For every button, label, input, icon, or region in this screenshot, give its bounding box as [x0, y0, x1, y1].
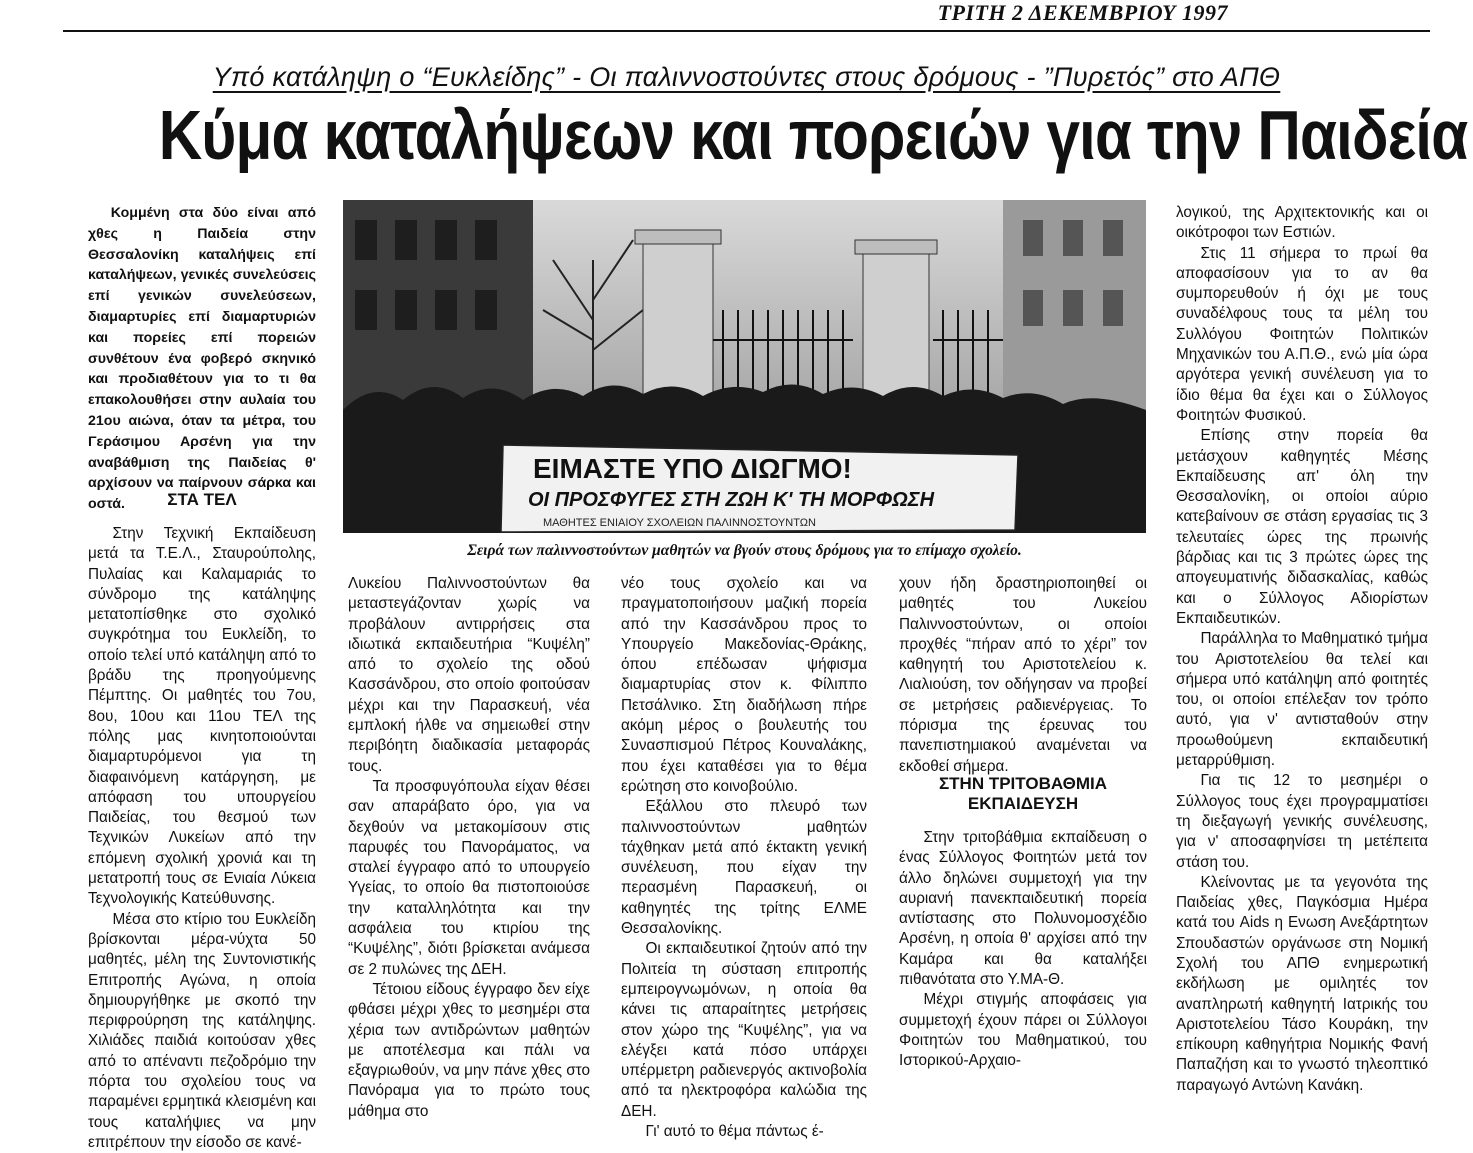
protest-photo	[343, 200, 1146, 533]
lead-paragraph	[88, 203, 316, 515]
column-5	[1176, 203, 1428, 1096]
subhead-tertiary: ΣΤΗΝ ΤΡΙΤΟΒΑΘΜΙΑ ΕΚΠΑΙΔΕΥΣΗ	[938, 774, 1108, 813]
column-2	[348, 574, 590, 1122]
lead-text: Κομμένη στα δύο είναι από χθες η Παιδεία στην Θεσσαλονίκη καταλήψεις επί καταλήψεων, γενικές συνελεύσεις επί γενικών συνελεύσεων, διαμαρτυρίες επί διαμαρτυριών και πορείες επί πορειών συνθέτουν ένα φοβερό σκηνικό και προδιαθέτουν για το τι θα επακολουθήσει στην αυλαία του 21ου αιώνα, όταν τα μέτρα, του Γεράσιμου Αρσένη για την αναβάθμιση της Παιδείας θ' αρχίσουν να παίρνουν σάρκα και οστά.	[88, 205, 316, 513]
kicker-subtitle: Υπό κατάληψη ο “Ευκλείδης” - Οι παλιννοστούντες στους δρόμους - ”Πυρετός” στο ΑΠΘ	[212, 62, 1281, 92]
headline: Κύμα καταλήψεων και πορειών για την Παιδεία	[158, 96, 1468, 174]
issue-date: ΤΡΙΤΗ 2 ΔΕΚΕΜΒΡΙΟΥ 1997	[937, 0, 1228, 25]
photo-caption: Σειρά των παλιννοστούντων μαθητών να βγούν στους δρόμους για το επίμαχο σχολείο.	[467, 542, 1022, 559]
column-4-continued	[899, 828, 1147, 1072]
column-1	[88, 524, 316, 1153]
banner-text-1: ΕΙΜΑΣΤΕ ΥΠΟ ΔΙΩΓΜΟ!	[533, 453, 852, 484]
column-3	[621, 574, 867, 1142]
col5-paragraph: Κλείνοντας με τα γεγονότα της Παιδείας χθες, Παγκόσμια Ημέρα κατά του Aids η Ενωση Ανεξάρτητων Σπουδαστών οργάνωσε στη Νομική Σχολή του ΑΠΘ ενημερωτική εκδήλωση με ομιλητές τον αναπληρωτή καθηγητή Ιατρικής του Αριστοτελείου Τάσο Κουράκη, την επίκουρη καθηγήτρια Νομικής Φανή Παπαζήση και το γνωστό τηλεοπτικό παραγωγό Αντώνη Κανάκη.	[1176, 873, 1428, 1094]
banner-text-2: ΟΙ ΠΡΟΣΦΥΓΕΣ ΣΤΗ ΖΩΗ Κ' ΤΗ ΜΟΡΦΩΣΗ	[528, 489, 935, 511]
col1-paragraph: Στην Τεχνική Εκπαίδευση μετά τα Τ.Ε.Λ., Σταυρούπολης, Πυλαίας και Καλαμαριάς το σύνδρομο της κατάληψης μετατοπίσθηκε στο σχολικό συγκρότημα του Ευκλείδη, το οποίο τελεί υπό κατάληψη από το βράδυ της προηγούμενης Πέμπτης. Οι μαθητές του 7ου, 8ου, 10ου και 11ου ΤΕΛ της πόλης μας κινητοποιούνται διαμαρτυρόμενοι για τη διαφαινόμενη κατάργηση, με απόφαση του υπουργείου Παιδείας, του θεσμού των Τεχνικών Λυκείων από την επόμενη σχολική χρονιά και τη μετατροπή τους σε Ενιαία Λύκεια Τεχνολογικής Κατεύθυνσης.	[88, 525, 316, 908]
col5-paragraph: Στις 11 σήμερα το πρωί θα αποφασίσουν για το αν θα συμπορευθούν ή όχι με τους συναδέλφους τους τα μέλη του Συλλόγου Φοιτητών Πολιτικών Μηχανικών του Α.Π.Θ., ενώ μία ώρα αργότερα γενική συνέλευση για το ίδιο θέμα θα έχει και ο Σύλλογος Φοιτητών Φυσικού.	[1176, 244, 1428, 424]
col2-paragraph: Λυκείου Παλιννοστούντων θα μεταστεγάζονταν χωρίς να προβάλουν αντιρρήσεις στα ιδιωτικά εκπαιδευτήρια “Κυψέλη” από το σχολείο της οδού Κασσάνδρου, στο οποίο φοιτούσαν μέχρι και την Παρασκευή, νέα εμπλοκή ήλθε να σημειωθεί στην περιβόητη διαδικασία μεταφοράς τους.	[348, 575, 590, 775]
header-rule	[63, 30, 1430, 32]
col5-paragraph: Παράλληλα το Μαθηματικό τμήμα του Αριστοτελείου θα τελεί και σήμερα υπό κατάληψη από φοιτητές του, οι οποίοι επέλεξαν τον τρόπο αυτό, για ν' αντισταθούν στην προωθούμενη εκπαιδευτική μεταρρύθμιση.	[1176, 630, 1428, 770]
col5-paragraph: Για τις 12 το μεσημέρι ο Σύλλογος τους έχει προγραμματίσει τη διεξαγωγή γενικής συνέλευσης, για ν' αποσαφηνίσει τη μετέπειτα στάση του.	[1176, 772, 1428, 871]
col3-paragraph: Γι' αυτό το θέμα πάντως έ-	[645, 1123, 824, 1141]
col3-paragraph: Εξάλλου στο πλευρό των παλιννοστούντων μαθητών τάχθηκαν μετά από έκτακτη γενική συνέλευση, που είχαν την περασμένη Παρασκευή, οι καθηγητές της τρίτης ΕΛΜΕ Θεσσαλονίκης.	[621, 798, 867, 938]
subhead-tel: ΣΤΑ ΤΕΛ	[167, 490, 237, 509]
col1-paragraph: Μέσα στο κτίριο του Ευκλείδη βρίσκονται μέρα-νύχτα 50 μαθητές, μέλη της Συντονιστικής Επιτροπής Αγώνα, η οποία δημιουργήθηκε με σκοπό την περιφρούρηση της κατάληψης. Χιλιάδες παιδιά κοιτούσαν χθες από το απέναντι πεζοδρόμιο την πόρτα του σχολείου τους να παραμένει ερμητικά κλεισμένη και τους καταλήψιες να μην επιτρέπουν την είσοδο σε κανέ-	[88, 910, 317, 1151]
col4-paragraph: χουν ήδη δραστηριοποιηθεί οι μαθητές του Λυκείου Παλιννοστούντων, οι οποίοι προχθές “πήραν από το χέρι” τον καθηγητή του Αριστοτελείου κ. Λιαλιούση, τον οδήγησαν να προβεί σε μετρήσεις ραδιενέργειας. Το πόρισμα της έρευνας του πανεπιστημιακού αναμένεται να εκδοθεί σήμερα.	[899, 575, 1147, 775]
column-4	[899, 574, 1147, 777]
banner-text-3: ΜΑΘΗΤΕΣ ΕΝΙΑΙΟΥ ΣΧΟΛΕΙΩΝ ΠΑΛΙΝΝΟΣΤΟΥΝΤΩΝ	[543, 517, 816, 529]
col4-paragraph: Στην τριτοβάθμια εκπαίδευση ο ένας Σύλλογος Φοιτητών μετά τον άλλο δηλώνει συμμετοχή για την αυριανή πανεκπαιδευτική πορεία αντίστασης στο Πολυνομοσχέδιο Αρσένη, η οποία θ' αρχίσει από την Καμάρα και θα καταλήξει πιθανότατα στο Υ.ΜΑ-Θ.	[899, 829, 1147, 989]
col4-paragraph: Μέχρι στιγμής αποφάσεις για συμμετοχή έχουν πάρει οι Σύλλογοι Φοιτητών του Μαθηματικού, του Ιστορικού-Αρχαιο-	[899, 991, 1147, 1070]
col2-paragraph: Τέτοιου είδους έγγραφο δεν είχε φθάσει μέχρι χθες το μεσημέρι στα χέρια των αντιδρώντων μαθητών με αποτέλεσμα και πάλι να εξαγριωθούν, να μην πάνε χθες στο Πανόραμα για το πρώτο τους μάθημα στο	[348, 980, 590, 1120]
col2-paragraph: Τα προσφυγόπουλα είχαν θέσει σαν απαράβατο όρο, για να δεχθούν να μετακομίσουν στις παρυφές του Πανοράματος, να σταλεί έγγραφο από το υπουργείο Υγείας, το οποίο θα πιστοποιούσε την καταλληλότητα και την ασφάλεια του κτιρίου της “Κυψέλης”, διότι βρίσκεται ανάμεσα σε 2 πυλώνες της ΔΕΗ.	[348, 777, 590, 978]
col3-paragraph: Οι εκπαιδευτικοί ζητούν από την Πολιτεία τη σύσταση επιτροπής εμπειρογνωμόνων, η οποία θα κάνει τις απαραίτητες μετρήσεις στον χώρο της “Κυψέλης”, για να ελέγξει κατά πόσο υπάρχει υπέρμετρη ραδιενεργός ακτινοβολία από τα ηλεκτροφόρα καλώδια της ΔΕΗ.	[621, 940, 867, 1120]
col3-paragraph: νέο τους σχολείο και να πραγματοποιήσουν μαζική πορεία από την Κασσάνδρου προς το Υπουργείο Μακεδονίας-Θράκης, όπου επέδωσαν ψήφισμα διαμαρτυρίας στον κ. Φίλιππο Πετσάλνικο. Στη διαδήλωση πήρε ακόμη μέρος ο βουλευτής του Συνασπισμού Πέτρος Κουναλάκης, που έχει καταθέσει για το θέμα ερώτηση στο κοινοβούλιο.	[621, 575, 867, 795]
col5-paragraph: Επίσης στην πορεία θα μετάσχουν καθηγητές Μέσης Εκπαίδευσης απ' όλη την Θεσσαλονίκη, οι οποίοι αύριο κατεβαίνουν σε στάση εργασίας τις 3 τελευταίες ώρες της πρωινής βάρδιας και τις 3 πρώτες ώρες της απογευματινής διδασκαλίας, καθώς και ο Σύλλογος Αδιορίστων Εκπαιδευτικών.	[1176, 427, 1428, 627]
col5-paragraph: λογικού, της Αρχιτεκτονικής και οι οικότροφοι των Εστιών.	[1176, 204, 1428, 242]
